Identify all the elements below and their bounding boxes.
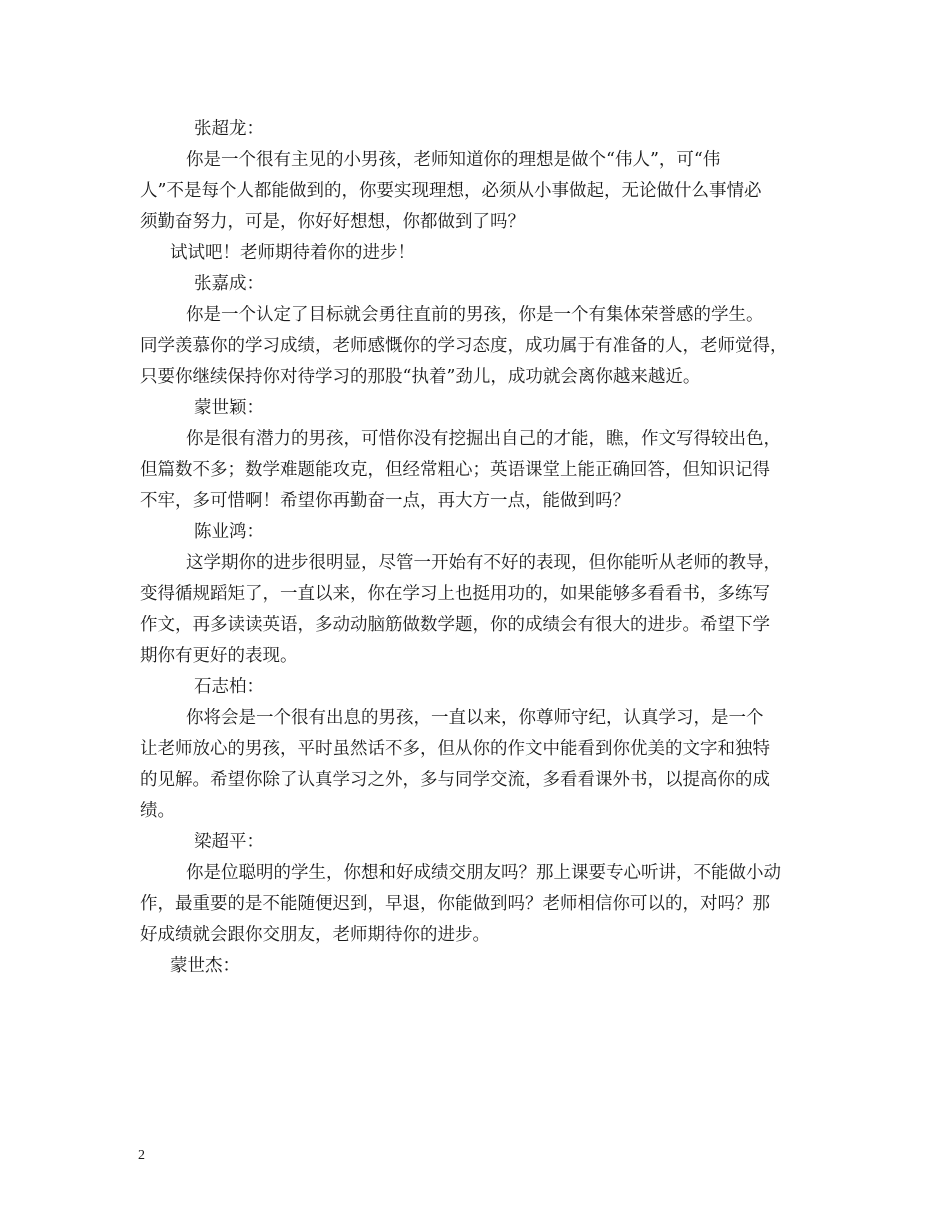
comment-text-line: 只要你继续保持你对待学习的那股“执着”劲儿，成功就会离你越来越近。: [140, 367, 701, 387]
comment-text-line: 你是一个认定了目标就会勇往直前的男孩，你是一个有集体荣誉感的学生。: [186, 305, 764, 325]
comment-text-line: 你是位聪明的学生，你想和好成绩交朋友吗？那上课要专心听讲，不能做小动: [186, 863, 781, 883]
comment-text-line: 变得循规蹈矩了，一直以来，你在学习上也挺用功的，如果能够多看看书，多练写: [140, 584, 770, 604]
comment-text-line: 这学期你的进步很明显，尽管一开始有不好的表现，但你能听从老师的教导，: [186, 553, 781, 573]
comment-text-line: 你是很有潜力的男孩，可惜你没有挖掘出自己的才能，瞧，作文写得较出色，: [186, 429, 781, 449]
comment-text-line: 作，最重要的是不能随便迟到，早退，你能做到吗？老师相信你可以的，对吗？那: [140, 894, 770, 914]
comment-text-line: 期你有更好的表现。: [140, 646, 298, 666]
comment-text-line: 试试吧！老师期待着你的进步！: [170, 243, 415, 263]
student-name-heading: 陈业鸿：: [194, 522, 264, 542]
comment-text-line: 让老师放心的男孩，平时虽然话不多，但从你的作文中能看到你优美的文字和独特: [140, 739, 770, 759]
student-name-heading: 梁超平：: [194, 832, 264, 852]
student-name-heading: 张超龙：: [194, 119, 264, 139]
comment-text-line: 须勤奋努力，可是，你好好想想，你都做到了吗？: [140, 212, 525, 232]
comment-text-line: 你是一个很有主见的小男孩，老师知道你的理想是做个“伟人”，可“伟: [186, 150, 721, 170]
comment-text-line: 绩。: [140, 801, 175, 821]
page-number: 2: [138, 1148, 145, 1163]
comment-text-line: 的见解。希望你除了认真学习之外，多与同学交流，多看看课外书，以提高你的成: [140, 770, 770, 790]
document-body: [140, 114, 820, 982]
comment-text-line: 人”不是每个人都能做到的，你要实现理想，必须从小事做起，无论做什么事情必: [140, 181, 762, 201]
comment-text-line: 你将会是一个很有出息的男孩，一直以来，你尊师守纪，认真学习，是一个: [186, 708, 764, 728]
comment-text-line: 作文，再多读读英语，多动动脑筋做数学题，你的成绩会有很大的进步。希望下学: [140, 615, 770, 635]
student-name-heading: 石志柏：: [194, 677, 264, 697]
comment-text-line: 但篇数不多；数学难题能攻克，但经常粗心；英语课堂上能正确回答，但知识记得: [140, 460, 770, 480]
student-name-heading: 蒙世颖：: [194, 398, 264, 418]
comment-text-line: 不牢，多可惜啊！希望你再勤奋一点，再大方一点，能做到吗？: [140, 491, 630, 511]
student-name-heading: 张嘉成：: [194, 274, 264, 294]
student-name-heading: 蒙世杰：: [170, 956, 240, 976]
comment-text-line: 同学羡慕你的学习成绩，老师感慨你的学习态度，成功属于有准备的人，老师觉得，: [140, 336, 788, 356]
comment-text-line: 好成绩就会跟你交朋友，老师期待你的进步。: [140, 925, 490, 945]
